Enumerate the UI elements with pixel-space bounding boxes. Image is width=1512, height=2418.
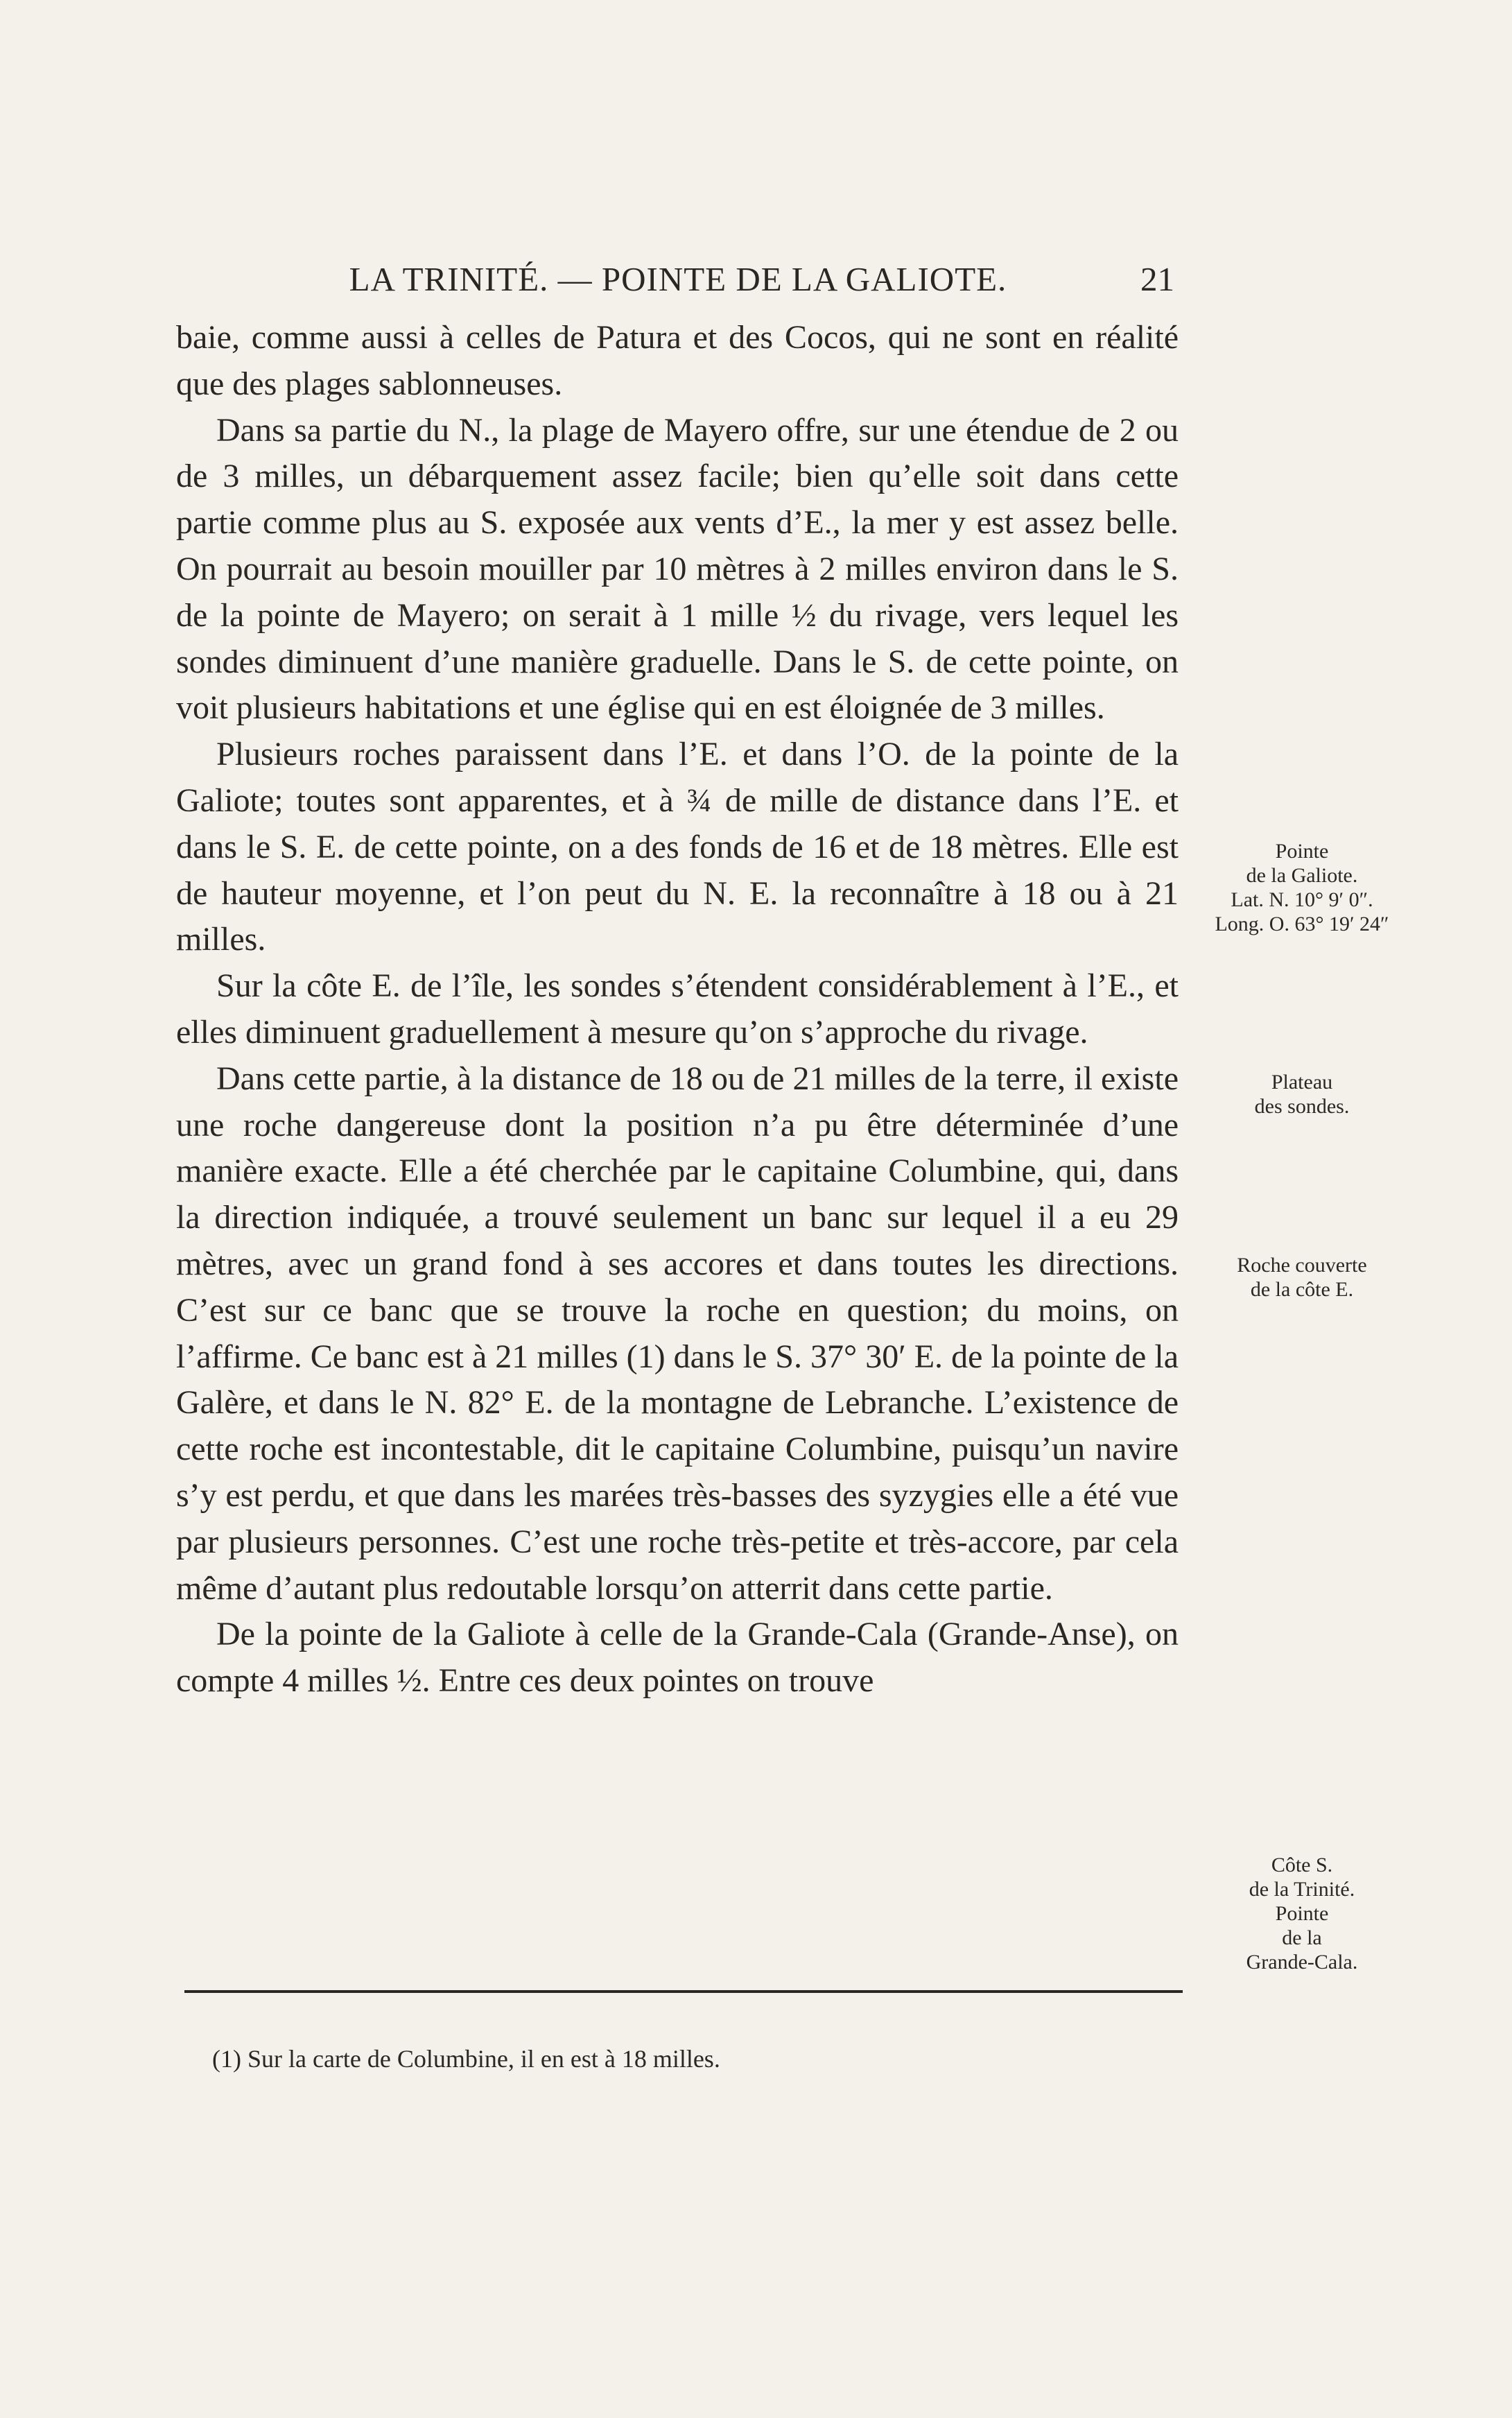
paragraph: Dans cette partie, à la distance de 18 ou de 21 milles de la terre, il existe une roche dangereuse dont la position n’a pu être déterminée d’une manière exacte. Elle a été cherchée par le capitaine Columbine, qui, dans la direction indiquée, a trouvé seulement un banc sur lequel il a eu 29 mètres, avec un grand fond à ses accores et dans toutes les directions. C’est sur ce banc que se trouve la roche en question; du moins, on l’affirme. Ce banc est à 21 milles (1) dans le S. 37° 30′ E. de la pointe de la Galère, et dans le N. 82° E. de la montagne de Lebranche. L’existence de cette roche est incontestable, dit le capitaine Columbine, puisqu’un navire s’y est perdu, et que dans les marées très-basses des syzygies elle a été vue par plusieurs personnes. C’est une roche très-petite et très-accore, par cela même d’autant plus redoutable lorsqu’on atterrit dans cette partie. bbox=[176, 1060, 1179, 1607]
page-number: 21 bbox=[1140, 260, 1174, 298]
sidenote-line: de la côte E. bbox=[1250, 1278, 1354, 1301]
sidenote-line: Pointe bbox=[1275, 1902, 1329, 1925]
sidenote-roche-couverte bbox=[1191, 1253, 1413, 1302]
sidenote-pointe-galiote bbox=[1191, 839, 1413, 936]
sidenote-line: Roche couverte bbox=[1237, 1254, 1367, 1277]
footnote: (1) Sur la carte de Columbine, il en est à 18 milles. bbox=[212, 2045, 720, 2073]
sidenote-cote-sud bbox=[1191, 1853, 1413, 1974]
paragraph: baie, comme aussi à celles de Patura et des Cocos, qui ne sont en réalité que des plages sablonneuses. bbox=[176, 319, 1179, 402]
page-header bbox=[182, 255, 1174, 304]
paragraph: Plusieurs roches paraissent dans l’E. et dans l’O. de la pointe de la Galiote; toutes sont apparentes, et à ¾ de mille de distance dans l’E. et dans le S. E. de cette pointe, on a des fonds de 16 et de 18 mètres. Elle est de hauteur moyenne, et l’on peut du N. E. la reconnaître à 18 ou à 21 milles. bbox=[176, 736, 1179, 958]
sidenote-line: de la Galiote. bbox=[1246, 864, 1358, 887]
sidenote-line: Plateau bbox=[1271, 1071, 1333, 1094]
sidenote-line: Grande-Cala. bbox=[1246, 1951, 1358, 1974]
sidenote-line: des sondes. bbox=[1254, 1095, 1350, 1118]
sidenote-line: de la bbox=[1282, 1926, 1322, 1949]
body-text bbox=[176, 315, 1179, 1704]
sidenote-line: Côte S. bbox=[1271, 1854, 1333, 1876]
sidenote-line: Pointe bbox=[1275, 840, 1329, 863]
footnote-rule bbox=[184, 1990, 1183, 1993]
sidenote-line: Long. O. 63° 19′ 24″ bbox=[1215, 913, 1389, 935]
paragraph: Sur la côte E. de l’île, les sondes s’étendent considérablement à l’E., et elles diminuent graduellement à mesure qu’on s’approche du rivage. bbox=[176, 967, 1179, 1051]
running-title: LA TRINITÉ. — POINTE DE LA GALIOTE. bbox=[349, 260, 1007, 298]
paragraph: Dans sa partie du N., la plage de Mayero offre, sur une étendue de 2 ou de 3 milles, un débarquement assez facile; bien qu’elle soit dans cette partie comme plus au S. exposée aux vents d’E., la mer y est assez belle. On pourrait au besoin mouiller par 10 mètres à 2 milles environ dans le S. de la pointe de Mayero; on serait à 1 mille ½ du rivage, vers lequel les sondes diminuent d’une manière graduelle. Dans le S. de cette pointe, on voit plusieurs habitations et une église qui en est éloignée de 3 milles. bbox=[176, 411, 1179, 727]
sidenote-line: Lat. N. 10° 9′ 0″. bbox=[1231, 888, 1373, 911]
sidenote-plateau bbox=[1191, 1070, 1413, 1119]
paragraph: De la pointe de la Galiote à celle de la Grande-Cala (Grande-Anse), on compte 4 milles ½. Entre ces deux pointes on trouve bbox=[176, 1616, 1179, 1700]
sidenote-line: de la Trinité. bbox=[1249, 1878, 1355, 1901]
